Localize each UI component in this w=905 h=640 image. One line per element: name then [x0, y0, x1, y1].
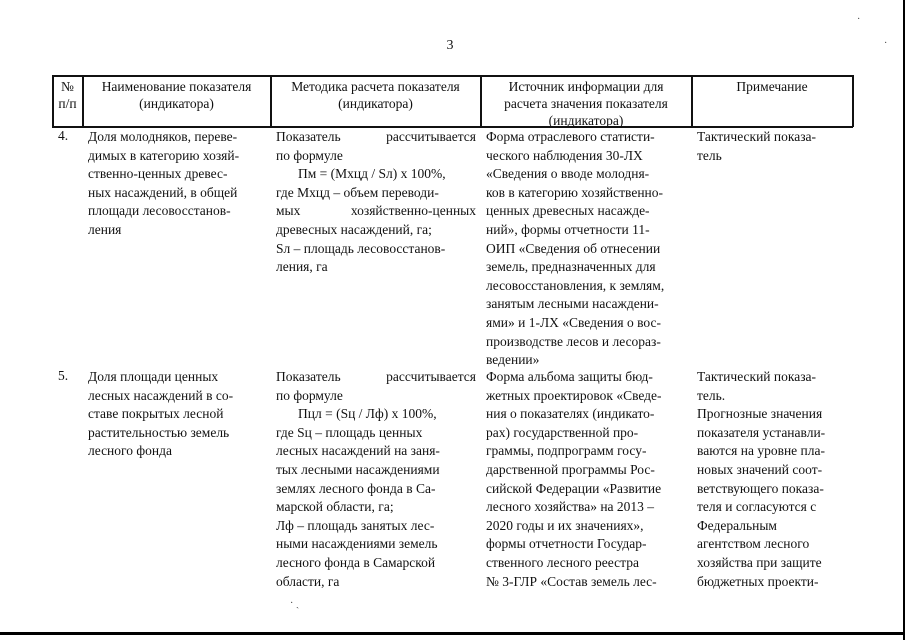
text-line: ний», формы отчетности 11- [486, 221, 650, 237]
text-line: димых в категорию хозяй- [88, 147, 240, 163]
text-line: ления, га [276, 259, 328, 275]
method-description [276, 128, 476, 277]
text-line: растительностью земель [88, 424, 230, 440]
text-line: формы отчетности Государ- [486, 536, 647, 552]
method-description [276, 368, 476, 591]
indicator-name [88, 368, 266, 461]
header-method-line: (индикатора) [338, 96, 413, 111]
text-line: Лф – площадь занятых лес- [276, 517, 435, 533]
scan-speck: · ˎ [290, 598, 300, 609]
text-line: лесных насаждений в со- [88, 387, 234, 403]
header-name-line: Наименование показателя [101, 79, 252, 94]
text-line: Федеральным [697, 517, 777, 533]
header-method-line: Методика расчета показателя [291, 79, 460, 94]
text-line: граммы, подпрограмм госу- [486, 443, 647, 459]
header-note-line: Примечание [736, 79, 808, 94]
scan-speck: · [884, 38, 888, 49]
text-line: сийской Федерации «Развитие [486, 480, 662, 496]
text-line: показателя устанавли- [697, 424, 826, 440]
text-line: Форма альбома защиты бюд- [486, 369, 653, 384]
page-bottom-edge [0, 632, 905, 635]
text-line: ными насаждениями земель [276, 536, 438, 552]
page-number: 3 [446, 38, 454, 53]
header-num [53, 78, 82, 112]
text-line: Прогнозные значения [697, 406, 823, 422]
text-line: тель [697, 147, 722, 163]
text-line: лесного фонда в Самарской [276, 554, 436, 570]
formula: Пм = (Мхцд / Sл) х 100%, [298, 166, 446, 182]
text-line: Доля молодняков, переве- [88, 129, 238, 144]
header-source-line: (индикатора) [548, 113, 624, 128]
text-line [276, 202, 476, 221]
text-fragment: рассчитывается [386, 129, 476, 144]
table-top-border [52, 75, 853, 77]
text-line: ваются на уровне пла- [697, 443, 825, 459]
text-line: теля и согласуются с [697, 499, 817, 515]
formula: Пцл = (Sц / Лф) х 100%, [298, 406, 437, 422]
header-num-line: № [61, 79, 74, 94]
text-line: 2020 годы и их значениях», [486, 517, 644, 533]
row-number: 4. [58, 128, 69, 143]
text-line: ных насаждений, в общей [88, 184, 238, 200]
text-fragment: Показатель [276, 129, 341, 144]
text-line: Доля площади ценных [88, 369, 219, 384]
text-line: Тактический показа- [697, 129, 817, 144]
text-line: площади лесовосстанов- [88, 203, 231, 219]
header-note [692, 78, 852, 95]
text-line: по формуле [276, 387, 343, 403]
text-line: агентством лесного [697, 536, 810, 552]
text-line [276, 128, 476, 147]
text-line: занятым лесными насаждени- [486, 296, 659, 312]
text-line: ческого наблюдения 30-ЛХ [486, 147, 643, 163]
text-line: где Мхцд – объем переводи- [276, 184, 439, 200]
text-line: жетных проектировок «Сведе- [486, 387, 662, 403]
scan-speck: · [857, 14, 861, 25]
text-line: лесного фонда [88, 443, 172, 459]
text-line: ями» и 1-ЛХ «Сведения о вос- [486, 314, 661, 330]
text-line: ственного лесного реестра [486, 554, 639, 570]
header-name [83, 78, 270, 112]
text-line [276, 368, 476, 387]
text-line: производстве лесов и лесораз- [486, 333, 661, 349]
header-name-line: (индикатора) [139, 96, 214, 111]
header-method [271, 78, 480, 112]
text-line: тель. [697, 387, 726, 403]
text-line: ния о показателях (индикато- [486, 406, 655, 422]
text-line: землях лесного фонда в Са- [276, 480, 436, 496]
text-fragment: хозяйственно-ценных [350, 203, 476, 219]
text-line: ственно-ценных древес- [88, 166, 228, 182]
text-line: «Сведения о вводе молодня- [486, 166, 650, 182]
text-line: новых значений соот- [697, 461, 823, 477]
text-line: бюджетных проекти- [697, 573, 819, 589]
text-line: тых лесными насаждениями [276, 461, 440, 477]
row-number: 5. [58, 368, 69, 383]
indicator-name [88, 128, 266, 240]
text-line: № 3-ГЛР «Состав земель лес- [486, 573, 657, 589]
text-line: марской области, га; [276, 499, 394, 515]
text-line: ков в категорию хозяйственно- [486, 184, 664, 200]
text-line: лесовосстановления, к землям, [486, 277, 665, 293]
text-line: древесных насаждений, га; [276, 221, 432, 237]
text-line: ветствующего показа- [697, 480, 824, 496]
column-divider [852, 75, 854, 127]
text-line: Sл – площадь лесовосстанов- [276, 240, 446, 256]
text-line: хозяйства при защите [697, 554, 822, 570]
note [697, 368, 848, 591]
information-source [486, 128, 686, 370]
text-line: ценных древесных насажде- [486, 203, 650, 219]
header-source-line: Источник информации для [508, 79, 664, 94]
text-fragment: рассчитывается [386, 369, 476, 384]
text-line: где Sц – площадь ценных [276, 424, 423, 440]
note [697, 128, 848, 165]
text-fragment: Показатель [276, 369, 341, 384]
header-num-line: п/п [58, 96, 77, 111]
text-line: лесного хозяйства» на 2013 – [486, 499, 655, 515]
text-line: ведении» [486, 352, 540, 368]
header-source [481, 78, 691, 129]
text-line: ОИП «Сведения об отнесении [486, 240, 661, 256]
text-fragment: мых [276, 203, 301, 219]
text-line: ставе покрытых лесной [88, 406, 224, 422]
text-line: ления [88, 221, 122, 237]
text-line: лесных насаждений на заня- [276, 443, 440, 459]
text-line: Форма отраслевого статисти- [486, 129, 655, 144]
header-source-line: расчета значения показателя [504, 96, 668, 111]
information-source [486, 368, 686, 591]
text-line: земель, предназначенных для [486, 259, 656, 275]
text-line: дарственной программы Рос- [486, 461, 655, 477]
text-line: рах) государственной про- [486, 424, 639, 440]
text-line: по формуле [276, 147, 343, 163]
text-line: Тактический показа- [697, 369, 817, 384]
text-line: области, га [276, 573, 340, 589]
